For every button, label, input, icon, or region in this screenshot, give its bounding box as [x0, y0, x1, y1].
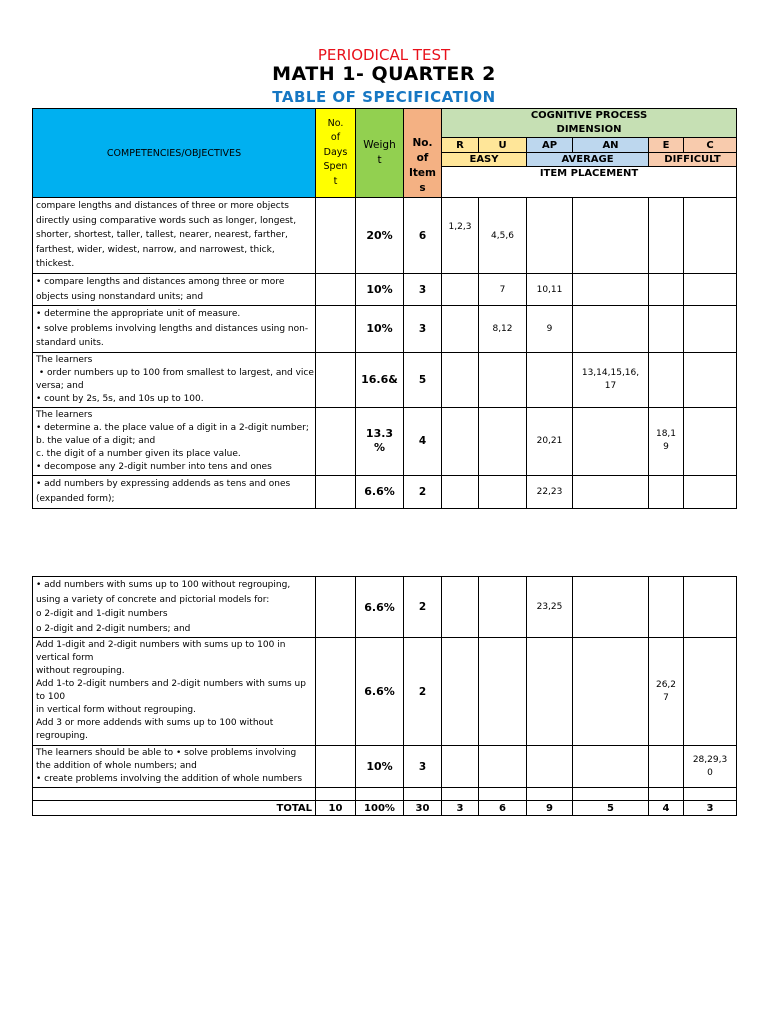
weight-cell: 20% — [356, 198, 404, 274]
items-cell: 5 — [404, 352, 442, 407]
table-title: TABLE OF SPECIFICATION — [272, 88, 496, 106]
days-cell — [316, 407, 356, 475]
placement-e — [649, 306, 684, 353]
cognitive-dimension-header: COGNITIVE PROCESS DIMENSION — [442, 109, 737, 138]
placement-u — [479, 638, 527, 746]
competency-cell: • determine the appropriate unit of measure. • solve problems involving lengths and distances using non- standard units. — [33, 306, 316, 353]
subject-title: MATH 1- QUARTER 2 — [272, 63, 496, 85]
placement-c — [684, 306, 737, 353]
placement-r — [442, 638, 479, 746]
placement-u: 4,5,6 — [479, 198, 527, 274]
placement-c — [684, 577, 737, 638]
weight-cell: 10% — [356, 746, 404, 788]
placement-an — [573, 274, 649, 306]
placement-e — [649, 352, 684, 407]
total-items: 30 — [404, 801, 442, 816]
days-cell — [316, 352, 356, 407]
weight-cell: 10% — [356, 274, 404, 306]
total-label: TOTAL — [33, 801, 316, 816]
placement-an — [573, 638, 649, 746]
placement-an: 13,14,15,16, 17 — [573, 352, 649, 407]
competency-cell: • add numbers with sums up to 100 without regrouping, using a variety of concrete and pictorial models for: o 2-digit and 1-digit numbers o 2-digit and 2-digit numbers; and — [33, 577, 316, 638]
competency-cell: compare lengths and distances of three or more objects directly using comparative words such as longer, longest, shorter, shortest, taller, tallest, nearer, nearest, farther, farthest, wider, widest, narrow, and narrowest, thick, thickest. — [33, 198, 316, 274]
placement-r — [442, 746, 479, 788]
total-u: 6 — [479, 801, 527, 816]
placement-u — [479, 407, 527, 475]
placement-an — [573, 407, 649, 475]
competency-cell: • compare lengths and distances among three or more objects using nonstandard units; and — [33, 274, 316, 306]
placement-an — [573, 746, 649, 788]
items-cell: 3 — [404, 274, 442, 306]
level-ap: AP — [527, 138, 573, 153]
days-cell — [316, 577, 356, 638]
weight-cell: 16.6& — [356, 352, 404, 407]
weight-cell: 6.6% — [356, 638, 404, 746]
placement-e — [649, 198, 684, 274]
placement-ap: 10,11 — [527, 274, 573, 306]
placement-u — [479, 577, 527, 638]
table-row — [33, 407, 737, 475]
total-r: 3 — [442, 801, 479, 816]
placement-c — [684, 198, 737, 274]
total-an: 5 — [573, 801, 649, 816]
placement-e: 18,1 9 — [649, 407, 684, 475]
table-row — [33, 352, 737, 407]
placement-c: 28,29,3 0 — [684, 746, 737, 788]
days-header: No. of Days Spen t — [316, 109, 356, 198]
table-row — [33, 475, 737, 508]
placement-ap: 23,25 — [527, 577, 573, 638]
days-cell — [316, 198, 356, 274]
test-title: PERIODICAL TEST — [317, 46, 451, 64]
placement-an — [573, 475, 649, 508]
placement-ap — [527, 638, 573, 746]
level-u: U — [479, 138, 527, 153]
placement-c — [684, 274, 737, 306]
weight-cell: 6.6% — [356, 577, 404, 638]
total-row — [33, 801, 737, 816]
items-cell: 4 — [404, 407, 442, 475]
total-e: 4 — [649, 801, 684, 816]
placement-r — [442, 577, 479, 638]
table-row — [33, 198, 737, 274]
placement-r — [442, 475, 479, 508]
placement-u: 7 — [479, 274, 527, 306]
placement-e — [649, 746, 684, 788]
competency-cell: • add numbers by expressing addends as tens and ones (expanded form); — [33, 475, 316, 508]
specification-table-continued — [32, 576, 737, 816]
placement-r — [442, 352, 479, 407]
difficulty-average: AVERAGE — [527, 153, 649, 167]
placement-u: 8,12 — [479, 306, 527, 353]
competency-cell: Add 1-digit and 2-digit numbers with sums up to 100 in vertical form without regrouping. Add 1-to 2-digit numbers and 2-digit numbers with sums up to 100 in vertical form without regrouping. Add 3 or more addends with sums up to 100 without regrouping. — [33, 638, 316, 746]
items-cell: 2 — [404, 577, 442, 638]
competency-cell: The learners should be able to • solve problems involving the addition of whole numbers; and • create problems involving the addition of whole numbers — [33, 746, 316, 788]
placement-an — [573, 306, 649, 353]
items-cell: 2 — [404, 638, 442, 746]
placement-an — [573, 577, 649, 638]
table-row — [33, 638, 737, 746]
placement-ap — [527, 746, 573, 788]
placement-e: 26,2 7 — [649, 638, 684, 746]
placement-c — [684, 475, 737, 508]
blank-row — [33, 788, 737, 801]
placement-u — [479, 746, 527, 788]
total-c: 3 — [684, 801, 737, 816]
days-cell — [316, 306, 356, 353]
placement-ap — [527, 198, 573, 274]
items-cell: 3 — [404, 306, 442, 353]
weight-cell: 10% — [356, 306, 404, 353]
placement-u — [479, 475, 527, 508]
specification-table — [32, 108, 737, 509]
competencies-header: COMPETENCIES/OBJECTIVES — [33, 109, 316, 198]
difficulty-difficult: DIFFICULT — [649, 153, 737, 167]
items-cell: 3 — [404, 746, 442, 788]
level-c: C — [684, 138, 737, 153]
weight-cell: 6.6% — [356, 475, 404, 508]
placement-c — [684, 638, 737, 746]
competency-cell: The learners • order numbers up to 100 from smallest to largest, and vice versa; and • count by 2s, 5s, and 10s up to 100. — [33, 352, 316, 407]
days-cell — [316, 638, 356, 746]
placement-r — [442, 306, 479, 353]
level-e: E — [649, 138, 684, 153]
placement-c — [684, 352, 737, 407]
item-placement-header: ITEM PLACEMENT — [442, 167, 737, 181]
items-cell: 6 — [404, 198, 442, 274]
placement-e — [649, 274, 684, 306]
placement-ap: 20,21 — [527, 407, 573, 475]
item-placement-spacer — [442, 181, 737, 198]
items-cell: 2 — [404, 475, 442, 508]
difficulty-easy: EASY — [442, 153, 527, 167]
days-cell — [316, 746, 356, 788]
competency-cell: The learners • determine a. the place value of a digit in a 2-digit number; b. the value of a digit; and c. the digit of a number given its place value. • decompose any 2-digit number into tens and ones — [33, 407, 316, 475]
total-ap: 9 — [527, 801, 573, 816]
days-cell — [316, 274, 356, 306]
total-weight: 100% — [356, 801, 404, 816]
placement-r — [442, 407, 479, 475]
level-an: AN — [573, 138, 649, 153]
placement-e — [649, 577, 684, 638]
placement-ap: 9 — [527, 306, 573, 353]
placement-e — [649, 475, 684, 508]
weight-header: Weigh t — [356, 109, 404, 198]
placement-ap — [527, 352, 573, 407]
total-days: 10 — [316, 801, 356, 816]
table-row — [33, 306, 737, 353]
items-header: No. of Item s — [404, 109, 442, 198]
placement-r — [442, 274, 479, 306]
placement-ap: 22,23 — [527, 475, 573, 508]
weight-cell: 13.3 % — [356, 407, 404, 475]
table-row — [33, 746, 737, 788]
placement-u — [479, 352, 527, 407]
days-cell — [316, 475, 356, 508]
level-r: R — [442, 138, 479, 153]
table-row — [33, 274, 737, 306]
placement-an — [573, 198, 649, 274]
table-row — [33, 577, 737, 638]
placement-c — [684, 407, 737, 475]
placement-r: 1,2,3 — [442, 198, 479, 274]
